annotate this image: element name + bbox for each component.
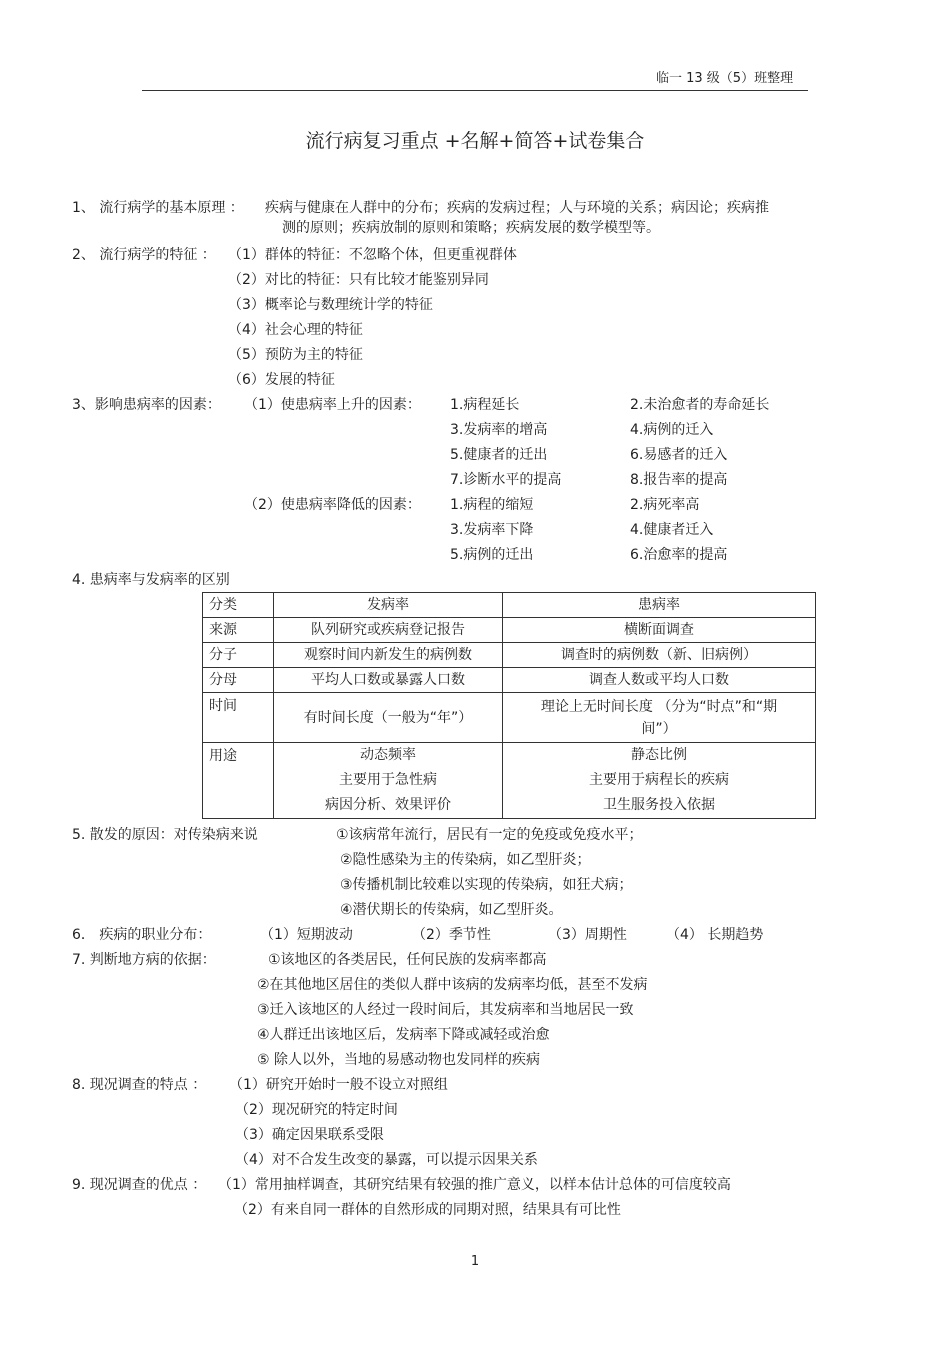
s7-item: ⑤ 除人以外，当地的易感动物也发同样的疾病	[257, 1052, 540, 1068]
s6-item: （3）周期性	[548, 927, 627, 943]
table-cell	[503, 743, 816, 819]
header-rule	[142, 90, 808, 91]
table-header-row	[203, 593, 816, 618]
table-cell-line: 主要用于急性病	[339, 772, 437, 788]
s3-up-item: 7.诊断水平的提高	[450, 472, 562, 488]
s3-down-item: 5.病例的迁出	[450, 547, 534, 563]
s3-up-item: 8.报告率的提高	[630, 472, 728, 488]
table-cell: 时间	[203, 693, 274, 743]
s2-item: （3）概率论与数理统计学的特征	[228, 297, 433, 313]
table-cell-line: 间”）	[641, 720, 677, 737]
s3-down-item: 4.健康者迁入	[630, 522, 714, 538]
s9-label: 9. 现况调查的优点 ：	[72, 1177, 207, 1193]
s6-item: （2）季节性	[412, 927, 491, 943]
s8-item: （2）现况研究的特定时间	[235, 1102, 398, 1118]
page-title: 流行病复习重点 +名解+简答+试卷集合	[305, 130, 645, 152]
s7-item: ④人群迁出该地区后，发病率下降或减轻或治愈	[257, 1027, 550, 1043]
s1-line1: 疾病与健康在人群中的分布；疾病的发病过程；人与环境的关系；病因论；疾病推	[265, 200, 769, 216]
s3-up-item: 3.发病率的增高	[450, 422, 548, 438]
table-cell-line: 理论上无时间长度 （分为“时点”和“期	[540, 698, 778, 715]
s1-label: 1、 流行病学的基本原理 ：	[72, 200, 244, 216]
s3-up-item: 4.病例的迁入	[630, 422, 714, 438]
s9-item: （1）常用抽样调查，其研究结果有较强的推广意义，以样本估计总体的可信度较高	[218, 1177, 731, 1193]
s3-down-item: 1.病程的缩短	[450, 497, 534, 513]
table-header-cell: 患病率	[503, 593, 816, 618]
table-cell: 分母	[203, 668, 274, 693]
s1-line2: 测的原则；疾病放制的原则和策略；疾病发展的数学模型等。	[282, 220, 660, 236]
s2-item: （4）社会心理的特征	[228, 322, 363, 338]
s7-item: ③迁入该地区的人经过一段时间后，其发病率和当地居民一致	[257, 1002, 634, 1018]
table-row	[203, 618, 816, 643]
s2-item: （6）发展的特征	[228, 372, 335, 388]
s3-up-item: 5.健康者的迁出	[450, 447, 548, 463]
table-cell: 调查人数或平均人口数	[503, 668, 816, 693]
s7-item: ②在其他地区居住的类似人群中该病的发病率均低，甚至不发病	[257, 977, 648, 993]
table-cell-line: 主要用于病程长的疾病	[589, 772, 729, 788]
s8-item: （4）对不合发生改变的暴露，可以提示因果关系	[235, 1152, 538, 1168]
table-cell: 用途	[203, 743, 274, 819]
s3-up-item: 1.病程延长	[450, 397, 520, 413]
table-cell: 平均人口数或暴露人口数	[274, 668, 503, 693]
s3-down-item: 6.治愈率的提高	[630, 547, 728, 563]
s2-label: 2、 流行病学的特征 ：	[72, 247, 216, 263]
s3-down-item: 3.发病率下降	[450, 522, 534, 538]
s2-item: （5）预防为主的特征	[228, 347, 363, 363]
header-note: 临一 13 级（5）班整理	[656, 71, 794, 86]
s2-item: （2）对比的特征：只有比较才能鉴别异同	[228, 272, 489, 288]
s3-down-label: （2）使患病率降低的因素：	[244, 497, 421, 513]
table-cell: 来源	[203, 618, 274, 643]
s8-item: （1）研究开始时一般不设立对照组	[229, 1077, 448, 1093]
table-cell: 调查时的病例数（新、旧病例）	[503, 643, 816, 668]
s7-label: 7. 判断地方病的依据：	[72, 952, 216, 968]
s3-label: 3、影响患病率的因素：	[72, 397, 221, 413]
s5-item: ②隐性感染为主的传染病，如乙型肝炎；	[340, 852, 591, 868]
table-row	[203, 693, 816, 743]
s8-item: （3）确定因果联系受限	[235, 1127, 384, 1143]
table-cell	[274, 743, 503, 819]
s5-label: 5. 散发的原因：对传染病来说	[72, 827, 258, 843]
table-cell: 横断面调查	[503, 618, 816, 643]
table-cell: 观察时间内新发生的病例数	[274, 643, 503, 668]
page-number: 1	[470, 1254, 480, 1269]
s7-item: ①该地区的各类居民，任何民族的发病率都高	[268, 952, 547, 968]
comparison-table	[202, 592, 816, 819]
s6-label: 6． 疾病的职业分布：	[72, 927, 212, 943]
table-cell: 分子	[203, 643, 274, 668]
s6-item: （1）短期波动	[260, 927, 353, 943]
table-header-cell: 发病率	[274, 593, 503, 618]
table-row	[203, 668, 816, 693]
s9-item: （2）有来自同一群体的自然形成的同期对照，结果具有可比性	[234, 1202, 621, 1218]
table-header-cell: 分类	[203, 593, 274, 618]
table-row	[203, 643, 816, 668]
s6-item: （4） 长期趋势	[666, 927, 764, 943]
s3-up-item: 2.未治愈者的寿命延长	[630, 397, 770, 413]
s2-item: （1）群体的特征：不忽略个体，但更重视群体	[228, 247, 517, 263]
table-cell: 有时间长度（一般为“年”）	[274, 693, 503, 743]
s5-item: ④潜伏期长的传染病，如乙型肝炎。	[340, 902, 563, 918]
s4-label: 4. 患病率与发病率的区别	[72, 572, 230, 588]
table-row	[203, 743, 816, 819]
table-cell-line: 卫生服务投入依据	[603, 797, 715, 813]
table-cell	[503, 693, 816, 743]
s3-up-label: （1）使患病率上升的因素：	[244, 397, 421, 413]
s5-item: ①该病常年流行，居民有一定的免疫或免疫水平；	[336, 827, 643, 843]
s3-down-item: 2.病死率高	[630, 497, 700, 513]
s3-up-item: 6.易感者的迁入	[630, 447, 728, 463]
table-cell-line: 动态频率	[360, 747, 416, 763]
table-cell: 队列研究或疾病登记报告	[274, 618, 503, 643]
s5-item: ③传播机制比较难以实现的传染病，如狂犬病；	[340, 877, 633, 893]
table-cell-line: 静态比例	[631, 747, 687, 763]
s8-label: 8. 现况调查的特点 ：	[72, 1077, 207, 1093]
table-cell-line: 病因分析、效果评价	[325, 797, 451, 813]
